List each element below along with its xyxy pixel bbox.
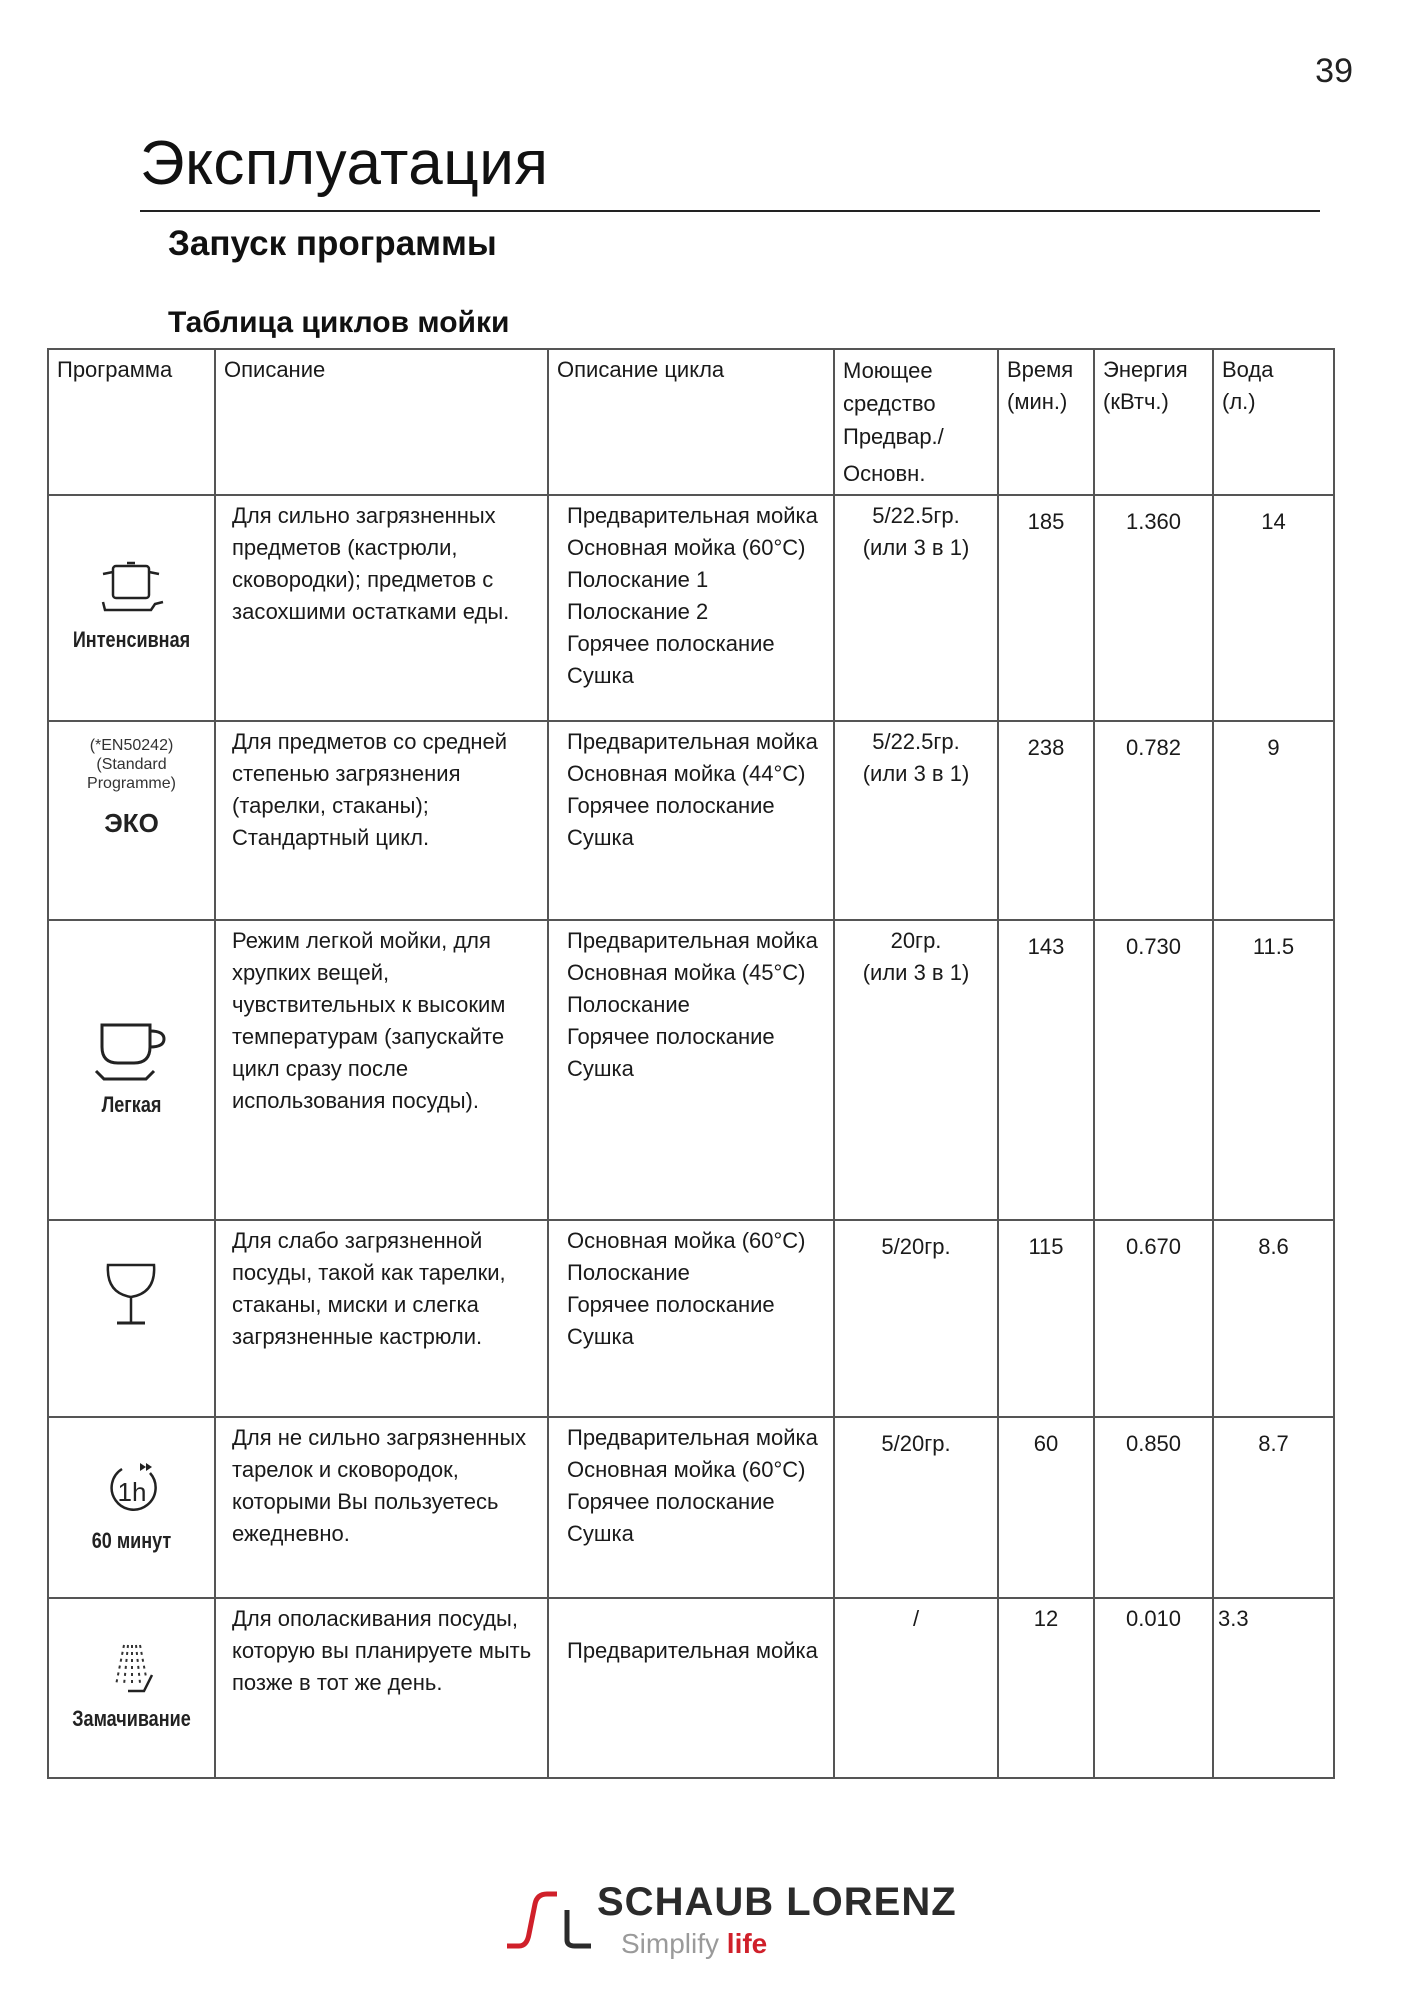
program-cell <box>48 721 215 920</box>
program-name: Интенсивная <box>72 627 191 652</box>
description-cell: Для сильно загрязненных предметов (кастрюли, сковородки); предметов с засохшими остатками еды. <box>215 495 548 721</box>
cycle-step: Предварительная мойка <box>567 1425 818 1450</box>
header-time-line: (мин.) <box>1007 389 1068 414</box>
cycle-step: Горячее полоскание <box>567 1024 775 1049</box>
detergent-value: 5/22.5гр. <box>872 729 960 754</box>
header-detergent-line: Моющее <box>843 358 933 383</box>
brand-tagline <box>621 1928 767 1960</box>
detergent-note: (или 3 в 1) <box>862 535 970 560</box>
energy-value: 0.010 <box>1094 1598 1213 1778</box>
brand-name-second: LORENZ <box>786 1880 957 1924</box>
description-cell: Для ополаскивания посуды, которую вы планируете мыть позже в тот же день. <box>215 1598 548 1778</box>
wine-glass-icon <box>102 1259 162 1329</box>
cup-icon <box>92 1019 172 1083</box>
energy-value: 0.730 <box>1094 920 1213 1220</box>
cycle-step: Основная мойка (44°C) <box>567 761 806 786</box>
cycle-step: Предварительная мойка <box>567 729 818 754</box>
header-detergent-line: средство <box>843 391 936 416</box>
table-row <box>48 495 1334 721</box>
header-energy-line: (кВтч.) <box>1103 389 1169 414</box>
cycle-cell <box>548 1417 834 1598</box>
program-name: Легкая <box>101 1092 162 1117</box>
detergent-value: 5/20гр. <box>881 1234 951 1259</box>
time-value: 60 <box>998 1417 1094 1598</box>
cycle-cell <box>548 1220 834 1417</box>
program-name: ЭКО <box>104 808 159 838</box>
table-header-row <box>48 349 1334 495</box>
detergent-note: (или 3 в 1) <box>862 761 970 786</box>
description-cell: Для слабо загрязненной посуды, такой как тарелки, стаканы, миски и слегка загрязненные кастрюли. <box>215 1220 548 1417</box>
energy-value: 0.782 <box>1094 721 1213 920</box>
description-cell: Для не сильно загрязненных тарелок и сковородок, которыми Вы пользуетесь ежедневно. <box>215 1417 548 1598</box>
title-divider <box>140 210 1320 212</box>
header-energy-line: Энергия <box>1103 357 1188 382</box>
rinse-spray-icon <box>104 1641 160 1697</box>
cycle-step: Предварительная мойка <box>567 1638 818 1663</box>
header-time <box>998 349 1094 495</box>
detergent-value: 5/20гр. <box>881 1431 951 1456</box>
cycle-step: Основная мойка (60°C) <box>567 1228 806 1253</box>
time-value: 238 <box>998 721 1094 920</box>
detergent-cell <box>834 721 998 920</box>
page-title: Эксплуатация <box>140 129 549 198</box>
description-cell: Для предметов со средней степенью загрязнения (тарелки, стаканы); Стандартный цикл. <box>215 721 548 920</box>
brand-name-first: SCHAUB <box>597 1880 775 1924</box>
cycle-step: Основная мойка (45°C) <box>567 960 806 985</box>
detergent-value: 5/22.5гр. <box>872 503 960 528</box>
header-detergent-line: Предвар./ <box>843 424 944 449</box>
cycle-step: Горячее полоскание <box>567 1489 775 1514</box>
time-value: 12 <box>998 1598 1094 1778</box>
section-subtitle: Запуск программы <box>168 224 497 263</box>
table-title: Таблица циклов мойки <box>168 306 510 339</box>
brand-logo-mark <box>505 1878 605 1958</box>
water-value: 8.7 <box>1213 1417 1334 1598</box>
water-value: 11.5 <box>1213 920 1334 1220</box>
header-energy <box>1094 349 1213 495</box>
description-cell: Режим легкой мойки, для хрупких вещей, чувствительных к высоким температурам (запускайте цикл сразу после использования посуды). <box>215 920 548 1220</box>
program-cell <box>48 1417 215 1598</box>
program-cell <box>48 495 215 721</box>
header-cycle: Описание цикла <box>548 349 834 495</box>
table-row <box>48 1220 1334 1417</box>
cycle-step: Сушка <box>567 825 634 850</box>
header-detergent <box>834 349 998 495</box>
water-value: 3.3 <box>1213 1598 1334 1778</box>
energy-value: 1.360 <box>1094 495 1213 721</box>
cycle-step: Горячее полоскание <box>567 631 775 656</box>
cycle-step: Сушка <box>567 663 634 688</box>
header-description: Описание <box>215 349 548 495</box>
detergent-note: (или 3 в 1) <box>862 960 970 985</box>
cycle-step: Предварительная мойка <box>567 503 818 528</box>
header-time-line: Время <box>1007 357 1074 382</box>
program-name: Замачивание <box>72 1706 191 1731</box>
water-value: 14 <box>1213 495 1334 721</box>
wash-cycles-table <box>47 348 1335 1779</box>
brand-logo <box>505 1878 957 1968</box>
tagline-simplify: Simplify <box>621 1928 720 1959</box>
one-hour-icon <box>100 1459 164 1519</box>
detergent-cell <box>834 1220 998 1417</box>
program-name: 60 минут <box>91 1527 172 1553</box>
header-water-line: (л.) <box>1222 389 1256 414</box>
cycle-step: Сушка <box>567 1521 634 1546</box>
table-row <box>48 721 1334 920</box>
header-program: Программа <box>48 349 215 495</box>
pot-icon <box>97 560 167 618</box>
detergent-value: 20гр. <box>890 928 942 953</box>
detergent-cell <box>834 1417 998 1598</box>
cycle-step: Полоскание <box>567 992 690 1017</box>
water-value: 8.6 <box>1213 1220 1334 1417</box>
time-value: 115 <box>998 1220 1094 1417</box>
detergent-cell <box>834 920 998 1220</box>
program-standard-note: (Standard <box>96 756 167 773</box>
header-water <box>1213 349 1334 495</box>
cycle-step: Предварительная мойка <box>567 928 818 953</box>
cycle-step: Полоскание <box>567 1260 690 1285</box>
energy-value: 0.850 <box>1094 1417 1213 1598</box>
cycle-cell <box>548 721 834 920</box>
cycle-step: Основная мойка (60°C) <box>567 535 806 560</box>
detergent-cell <box>834 495 998 721</box>
cycle-step: Сушка <box>567 1056 634 1081</box>
cycle-step: Горячее полоскание <box>567 793 775 818</box>
energy-value: 0.670 <box>1094 1220 1213 1417</box>
cycle-step: Сушка <box>567 1324 634 1349</box>
cycle-step: Горячее полоскание <box>567 1292 775 1317</box>
detergent-value: / <box>912 1606 920 1631</box>
header-water-line: Вода <box>1222 357 1274 382</box>
cycle-step: Полоскание 2 <box>567 599 709 624</box>
detergent-cell <box>834 1598 998 1778</box>
tagline-life: life <box>726 1928 768 1959</box>
brand-name <box>597 1880 957 1925</box>
one-hour-icon-text: 1h <box>117 1476 146 1507</box>
program-standard-note: (*EN50242) <box>89 737 174 754</box>
program-cell <box>48 1598 215 1778</box>
cycle-step: Основная мойка (60°C) <box>567 1457 806 1482</box>
table-row <box>48 920 1334 1220</box>
cycle-cell <box>548 1598 834 1778</box>
program-cell <box>48 920 215 1220</box>
water-value: 9 <box>1213 721 1334 920</box>
cycle-step: Полоскание 1 <box>567 567 709 592</box>
table-row <box>48 1417 1334 1598</box>
cycle-step <box>567 1603 825 1635</box>
header-detergent-line: Основн. <box>843 461 926 486</box>
cycle-cell <box>548 495 834 721</box>
program-cell <box>48 1220 215 1417</box>
page-number: 39 <box>1315 52 1353 90</box>
time-value: 185 <box>998 495 1094 721</box>
program-standard-note: Programme) <box>87 775 176 792</box>
time-value: 143 <box>998 920 1094 1220</box>
table-row <box>48 1598 1334 1778</box>
cycle-cell <box>548 920 834 1220</box>
